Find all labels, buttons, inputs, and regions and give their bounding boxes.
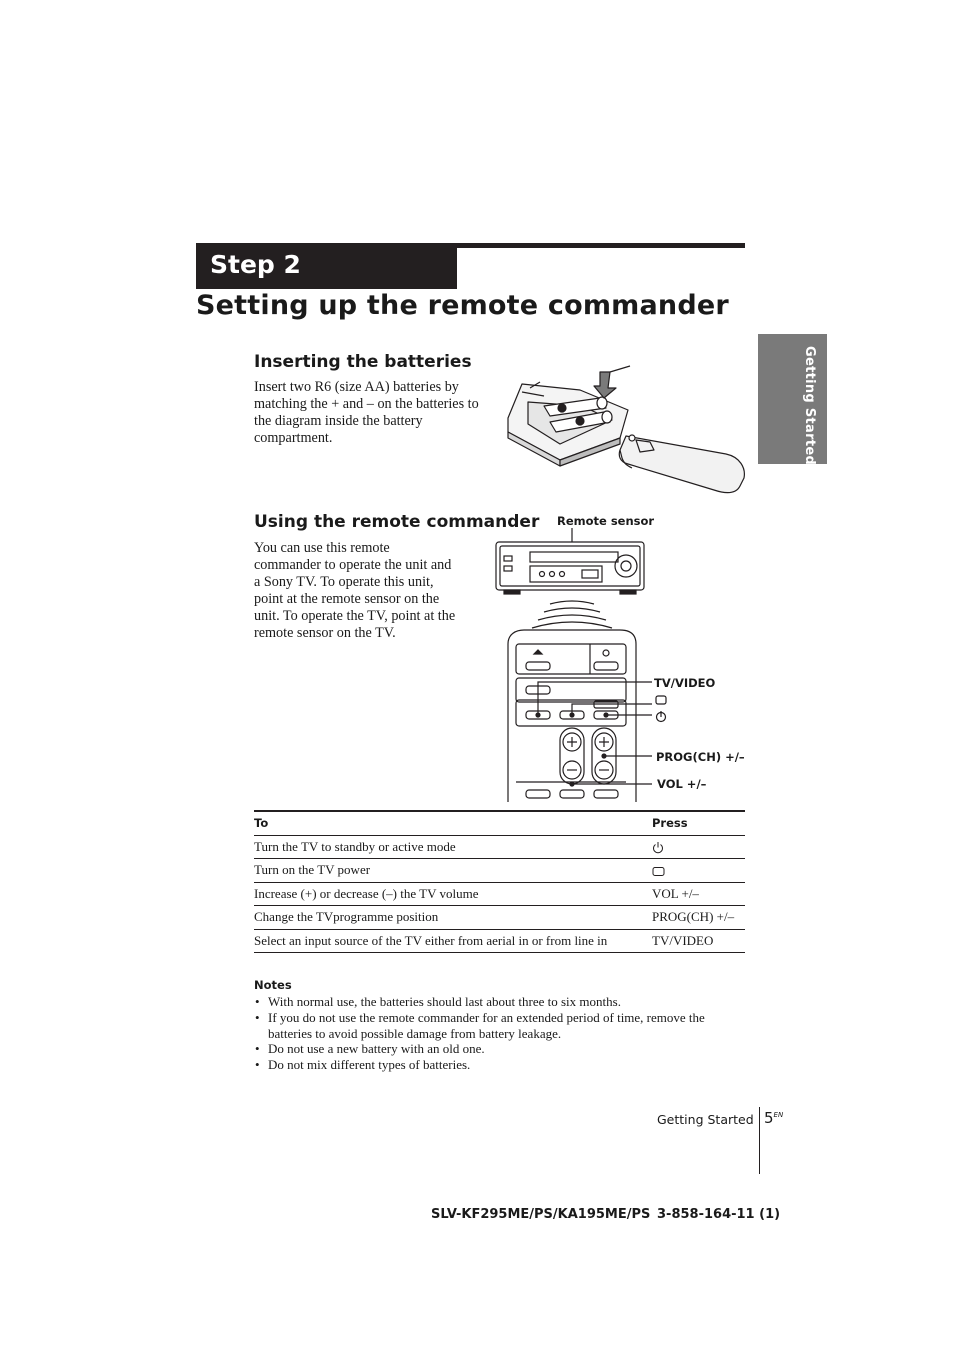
battery-insertion-illustration — [500, 362, 750, 496]
table-row — [254, 906, 745, 930]
table-row — [254, 929, 745, 953]
page-title: Setting up the remote commander — [196, 290, 729, 321]
power-icon — [652, 841, 664, 854]
list-item: • Do not use a new battery with an old one. — [254, 1041, 734, 1057]
table-cell-to: Turn the TV to standby or active mode — [254, 838, 456, 854]
tv-icon — [652, 866, 665, 877]
side-tab-label: Getting Started — [802, 346, 817, 466]
page-number-suffix: EN — [773, 1111, 784, 1119]
table-row — [254, 835, 745, 859]
callout-remote-sensor: Remote sensor — [557, 514, 655, 528]
table-row — [254, 859, 745, 883]
list-item: • Do not mix different types of batteries. — [254, 1057, 734, 1073]
table-row — [254, 882, 745, 906]
table-cell-to: Change the TVprogramme position — [254, 909, 439, 925]
callout-tv-video: TV/VIDEO — [654, 676, 716, 690]
section-heading-batteries: Inserting the batteries — [254, 352, 472, 372]
table-header-press: Press — [652, 816, 688, 831]
table-cell-to: Increase (+) or decrease (–) the TV volume — [254, 885, 479, 901]
table-cell-press: TV/VIDEO — [652, 932, 714, 948]
callout-prog-ch: PROG(CH) +/– — [656, 750, 745, 764]
section-body-using: You can use this remote commander to operate the unit and a Sony TV. To operate this unit, point at the remote sensor on the unit. To operate the TV, point at the remote sensor on the TV. — [254, 540, 456, 641]
table-cell-press — [652, 859, 745, 883]
footer-section-label: Getting Started — [657, 1112, 754, 1127]
list-item: • With normal use, the batteries should last about three to six months. — [254, 994, 734, 1010]
table-cell-press — [652, 835, 745, 859]
step-label: Step 2 — [210, 250, 301, 279]
table-cell-to: Select an input source of the TV either from aerial in or from line in — [254, 932, 608, 948]
callout-vol: VOL +/– — [657, 777, 707, 791]
notes-list — [254, 994, 734, 1073]
page-number — [764, 1109, 783, 1127]
footer-model: SLV-KF295ME/PS/KA195ME/PS — [431, 1207, 651, 1222]
table-header-row — [254, 811, 745, 835]
list-item: • If you do not use the remote commander for an extended period of time, remove the batteries to avoid possible damage from battery leakage. — [254, 1010, 734, 1042]
remote-usage-illustration — [490, 528, 740, 808]
table-header-to: To — [254, 816, 269, 831]
footer-rule — [759, 1107, 760, 1174]
table-cell-press: VOL +/– — [652, 885, 699, 901]
section-heading-using: Using the remote commander — [254, 512, 540, 532]
page-number-value: 5 — [764, 1109, 774, 1127]
operations-table — [254, 810, 745, 953]
table-cell-to: Turn on the TV power — [254, 862, 371, 878]
table-cell-press: PROG(CH) +/– — [652, 909, 735, 925]
footer-code: 3-858-164-11 (1) — [657, 1207, 781, 1222]
notes-heading: Notes — [254, 978, 292, 992]
section-body-batteries: Insert two R6 (size AA) batteries by matching the + and – on the batteries to the diagram inside the battery compartment. — [254, 379, 479, 446]
side-tab — [758, 334, 827, 464]
